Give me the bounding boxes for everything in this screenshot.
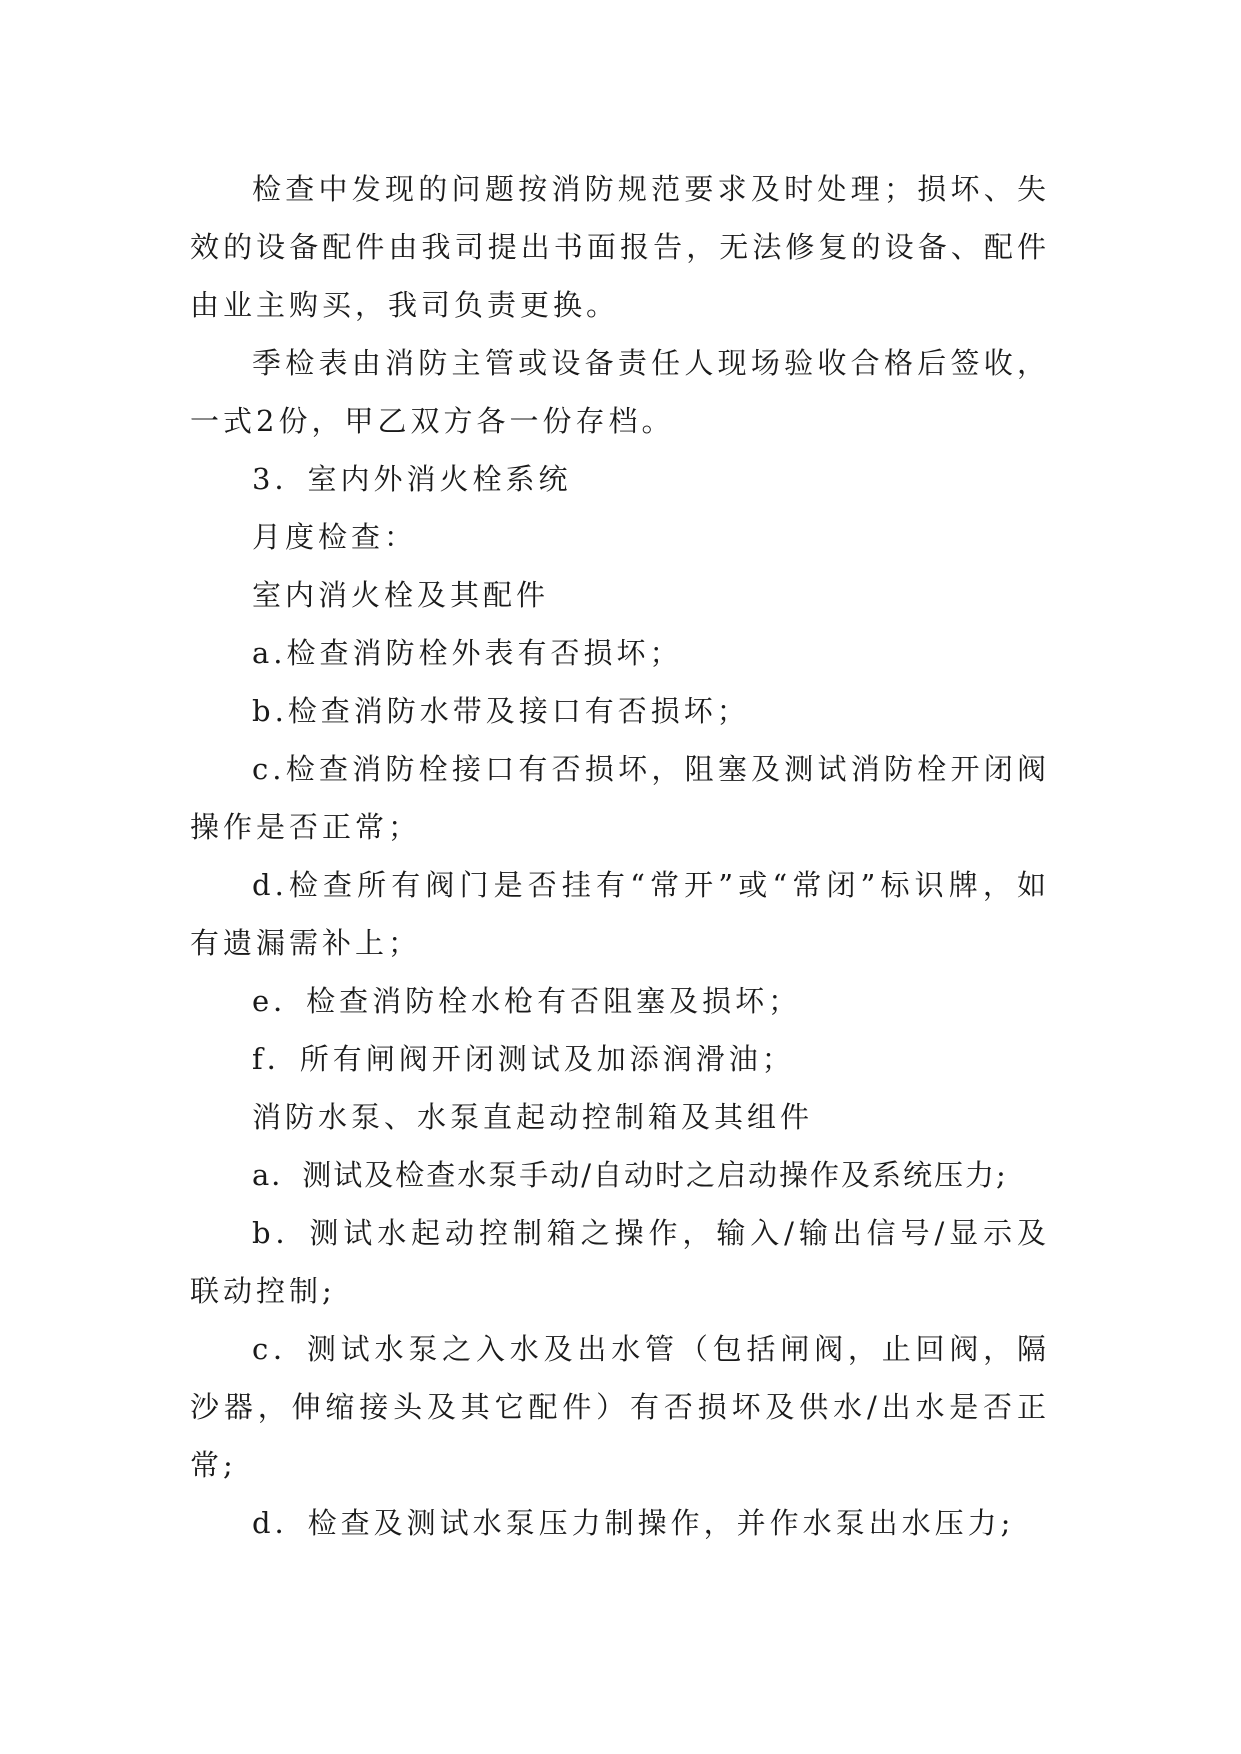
list-item-c-pump-pipes: c．测试水泵之入水及出水管（包括闸阀，止回阀，隔沙器，伸缩接头及其它配件）有否损坏及供水/出水是否正常; [190,1332,1050,1482]
list-item-d-pump-pressure: d．检查及测试水泵压力制操作，并作水泵出水压力; [252,1506,1015,1540]
list-item-a-hydrant-exterior: a.检查消防栓外表有否损坏； [252,636,683,670]
list-item-c-hydrant-valve: c.检查消防栓接口有否损坏，阻塞及测试消防栓开闭阀操作是否正常； [190,752,1050,844]
list-item-d-valve-tags: d.检查所有阀门是否挂有“常开”或“常闭”标识牌，如有遗漏需补上； [190,868,1050,960]
document-body [190,160,1050,1552]
list-item-e-nozzle: e．检查消防栓水枪有否阻塞及损坏； [252,984,802,1018]
list-item-a-pump-start: a．测试及检查水泵手动/自动时之启动操作及系统压力; [252,1158,1008,1192]
subheading-indoor-hydrant: 室内消火栓及其配件 [252,578,550,612]
list-item-b-control-box: b．测试水起动控制箱之操作，输入/输出信号/显示及联动控制; [190,1216,1050,1308]
paragraph-issue-handling: 检查中发现的问题按消防规范要求及时处理；损坏、失效的设备配件由我司提出书面报告，无法修复的设备、配件由业主购买，我司负责更换。 [190,172,1050,322]
list-item-f-gate-valves: f．所有闸阀开闭测试及加添润滑油； [252,1042,795,1076]
list-item-b-hose-interface: b.检查消防水带及接口有否损坏； [252,694,750,728]
subheading-monthly-check: 月度检查： [252,520,418,554]
subheading-fire-pump: 消防水泵、水泵直起动控制箱及其组件 [252,1100,814,1134]
paragraph-quarterly-form: 季检表由消防主管或设备责任人现场验收合格后签收，一式2份，甲乙双方各一份存档。 [190,346,1050,438]
section-heading-hydrant-system: 3．室内外消火栓系统 [252,462,572,496]
